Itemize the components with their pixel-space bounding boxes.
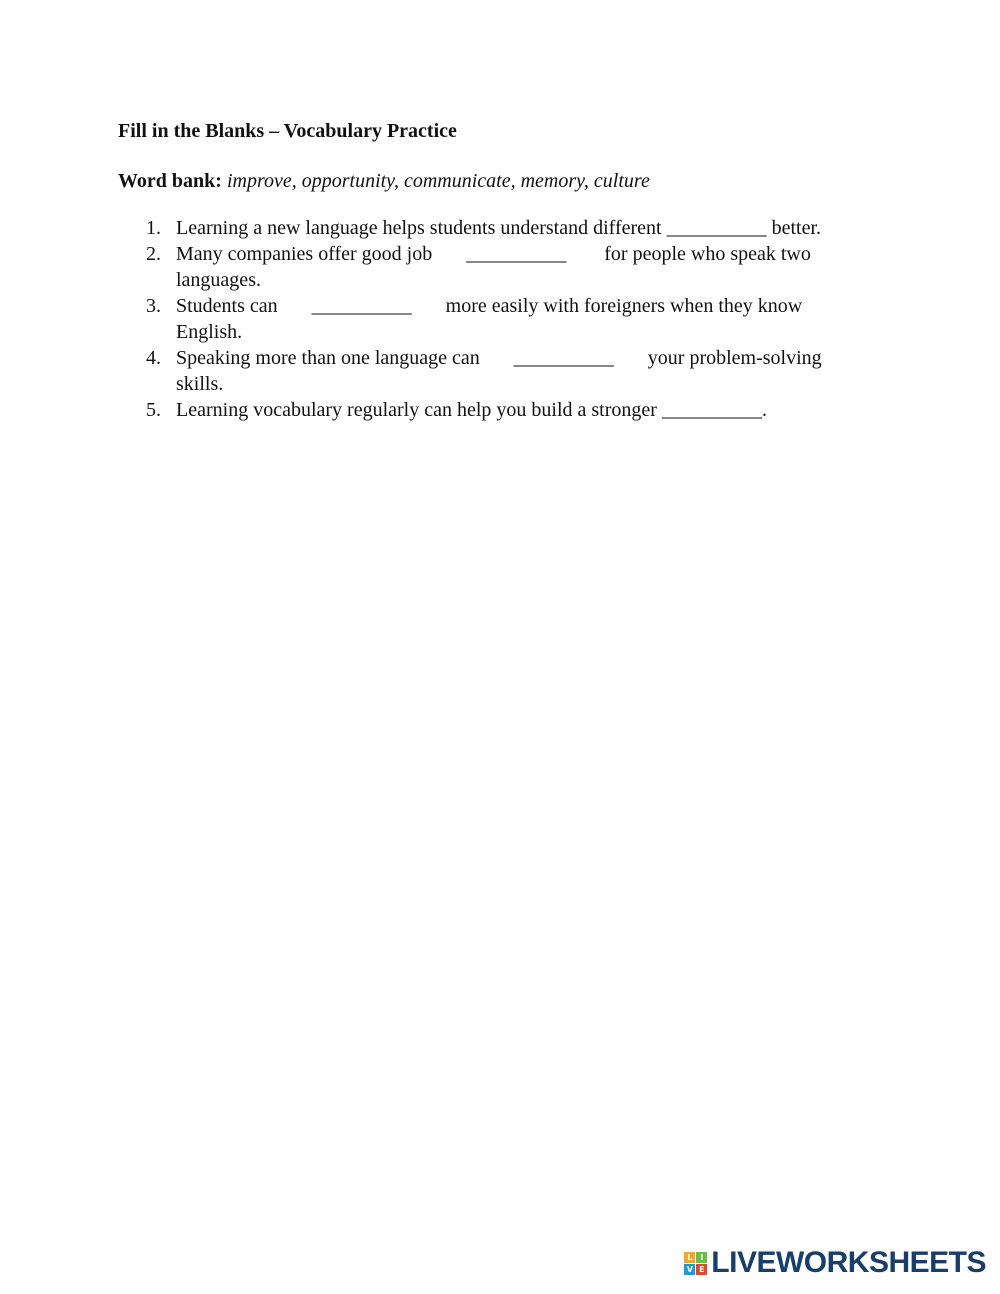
question-part1: Speaking more than one language can [176,347,480,369]
answer-blank[interactable]: __________ [466,243,567,265]
word-bank-words: improve, opportunity, communicate, memory, culture [226,170,650,192]
question-item [118,215,866,241]
liveworksheets-logo-icon: L I V E [684,1252,707,1275]
question-part2: . [761,399,767,421]
question-part1: Learning vocabulary regularly can help you build a stronger [176,399,657,421]
question-item [118,397,866,423]
answer-blank[interactable]: __________ [513,347,614,369]
question-part2: your problem-solving skills. [176,347,822,395]
question-part2: for people who speak two languages. [176,243,811,291]
question-part2: better. [771,217,822,239]
question-item [118,293,866,345]
question-number: 2. [146,243,161,265]
question-number: 4. [146,347,161,369]
question-text [176,345,866,397]
question-part1: Many companies offer good job [176,243,433,265]
question-text [176,241,866,293]
question-number: 3. [146,295,161,317]
liveworksheets-logo-text: LIVEWORKSHEETS [711,1246,986,1279]
word-bank-label: Word bank: [118,170,222,192]
worksheet-title: Fill in the Blanks – Vocabulary Practice [118,120,457,142]
worksheet [118,117,878,423]
question-item [118,241,866,293]
question-text [176,215,866,241]
liveworksheets-logo [684,1246,986,1280]
question-part2: more easily with foreigners when they know English. [176,295,803,343]
question-number: 1. [146,217,161,239]
question-item [118,345,866,397]
question-list [118,215,878,423]
answer-blank[interactable]: __________ [666,217,767,239]
question-part1: Students can [176,295,278,317]
question-number: 5. [146,399,161,421]
answer-blank[interactable]: __________ [311,295,412,317]
question-text [176,397,866,423]
word-bank [118,167,878,195]
question-part1: Learning a new language helps students understand different [176,217,662,239]
question-text [176,293,866,345]
answer-blank[interactable]: __________ [661,399,762,421]
